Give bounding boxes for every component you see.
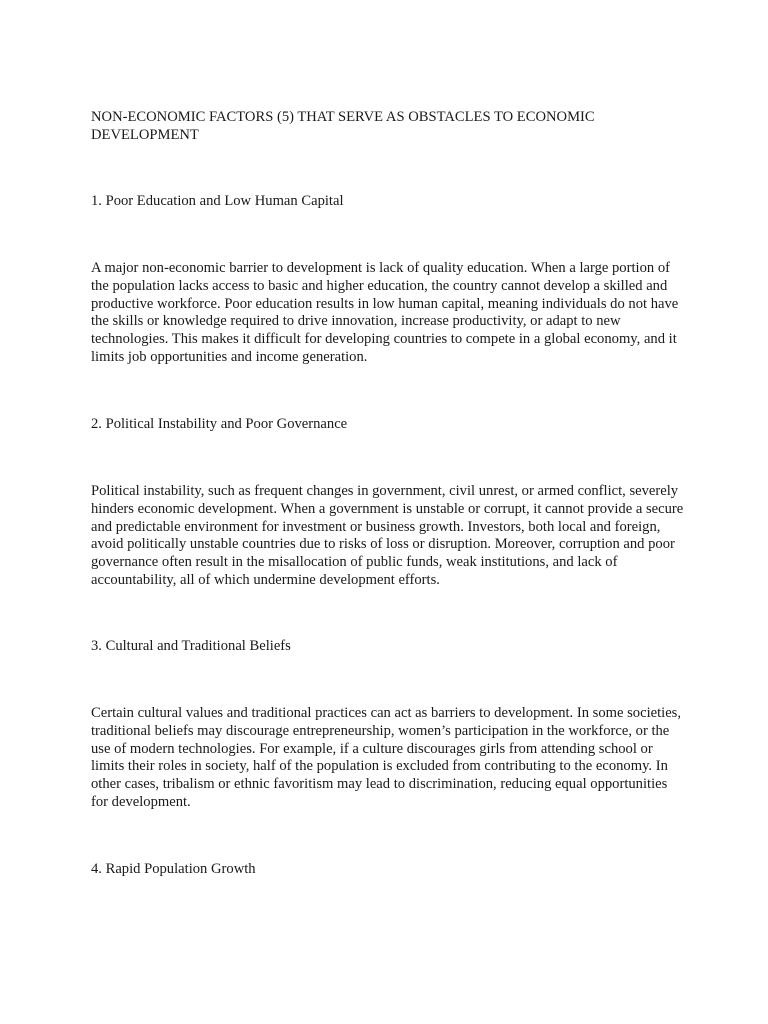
section-paragraph-cultural: Certain cultural values and traditional practices can act as barriers to development. In some societies, traditional beliefs may discourage entrepreneurship, women’s participation in the workforce, or the use of modern technologies. For example, if a culture discourages girls from attending school or limits their roles in society, half of the population is excluded from contributing to the economy. In other cases, tribalism or ethnic favoritism may lead to discrimination, reducing equal opportunities for development. [91, 705, 682, 810]
document-title: NON-ECONOMIC FACTORS (5) THAT SERVE AS OBSTACLES TO ECONOMIC DEVELOPMENT [91, 109, 595, 143]
section-paragraph-political: Political instability, such as frequent changes in government, civil unrest, or armed conflict, severely hinders economic development. When a government is unstable or corrupt, it cannot provide a secure and predictable environment for investment or business growth. Investors, both local and foreign, avoid politically unstable countries due to risks of loss or disruption. Moreover, corruption and poor governance often result in the misallocation of public funds, weak institutions, and lack of accountability, all of which undermine development efforts. [91, 483, 684, 588]
section-heading-education: 1. Poor Education and Low Human Capital [91, 193, 344, 209]
section-heading-population: 4. Rapid Population Growth [91, 861, 256, 877]
section-heading-political: 2. Political Instability and Poor Governance [91, 416, 348, 432]
section-paragraph-education: A major non-economic barrier to development is lack of quality education. When a large portion of the population lacks access to basic and higher education, the country cannot develop a skilled and productive workforce. Poor education results in low human capital, meaning individuals do not have the skills or knowledge required to drive innovation, increase productivity, or adapt to new technologies. This makes it difficult for developing countries to compete in a global economy, and it limits job opportunities and income generation. [91, 260, 679, 365]
section-heading-cultural: 3. Cultural and Traditional Beliefs [91, 638, 291, 654]
